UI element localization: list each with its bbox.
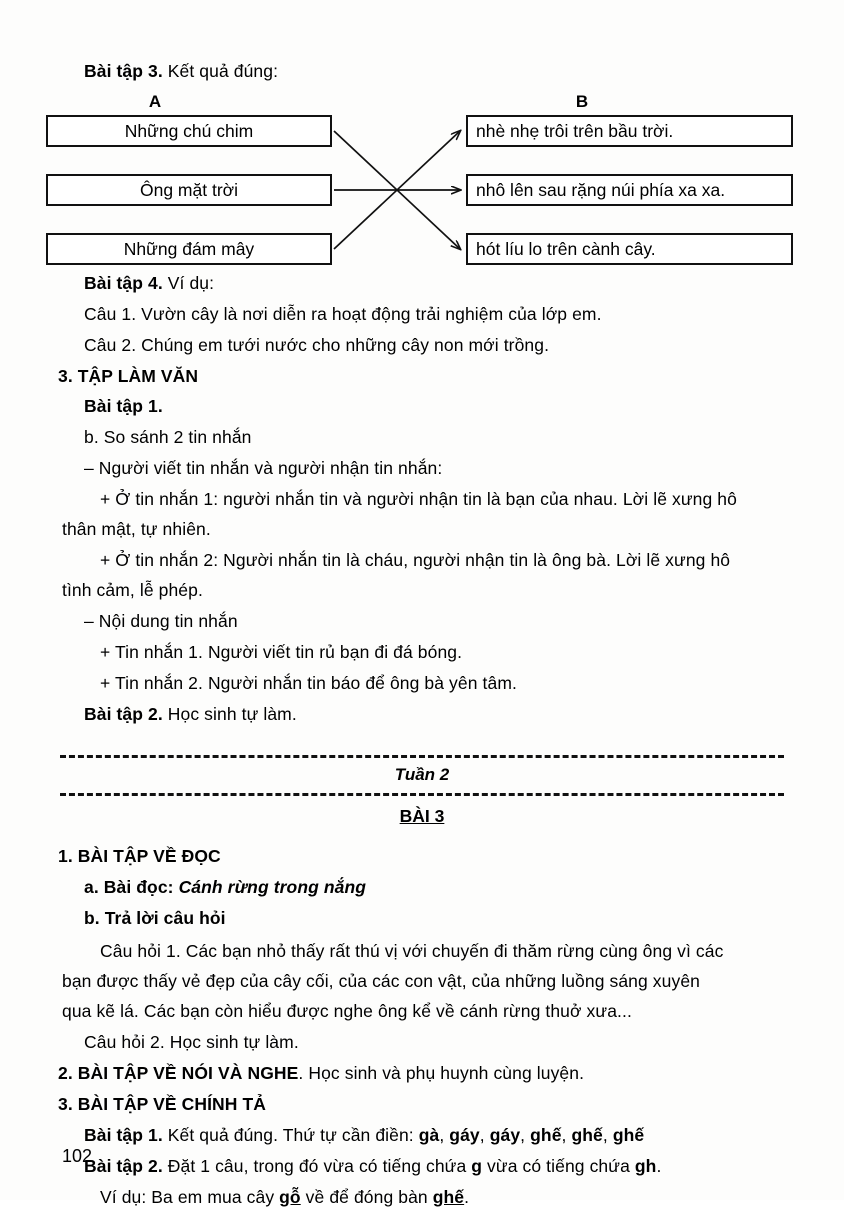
reading-title: Cánh rừng trong nắng <box>178 877 367 897</box>
chinhta-word-1: gà <box>418 1125 440 1145</box>
match-left-box-3[interactable] <box>46 233 332 265</box>
page-number: 102 <box>62 1146 93 1166</box>
tlv-item1-line2: thân mật, tự nhiên. <box>62 519 211 539</box>
exercise4-line-2: Câu 2. Chúng em tưới nước cho những cây non mới trồng. <box>84 335 550 355</box>
match-left-box-3-label: Những đám mây <box>123 238 255 259</box>
chinhta-task2-text-a: Đặt 1 câu, trong đó vừa có tiếng chứa <box>162 1156 472 1176</box>
chinhta-task2-letter-g: g <box>471 1156 483 1176</box>
match-right-box-3-label: hót líu lo trên cành cây. <box>476 238 656 259</box>
exercise4-heading-text: Ví dụ: <box>162 273 215 293</box>
tlv-sub-b: b. So sánh 2 tin nhắn <box>84 427 252 447</box>
match-left-box-1[interactable] <box>46 115 332 147</box>
match-right-box-1-label: nhè nhẹ trôi trên bầu trời. <box>476 120 674 141</box>
tlv-bullet-1: – Người viết tin nhắn và người nhận tin nhắn: <box>84 458 443 478</box>
week-divider-bottom-rule <box>60 793 784 796</box>
match-left-box-2-label: Ông mặt trời <box>139 179 239 200</box>
exercise4-line-1: Câu 1. Vườn cây là nơi diễn ra hoạt động trải nghiệm của lớp em. <box>84 304 602 324</box>
match-left-box-1-label: Những chú chim <box>124 120 254 141</box>
tlv-item2-line2: tình cảm, lễ phép. <box>62 580 203 600</box>
match-right-box-2-label: nhô lên sau rặng núi phía xa xa. <box>476 179 726 200</box>
exercise4-heading-label: Bài tập 4. <box>84 273 163 293</box>
tlv-item2-line1: + Ở tin nhắn 2: Người nhắn tin là cháu, người nhận tin là ông bà. Lời lẽ xưng hô <box>100 550 731 570</box>
tlv-task2-text: Học sinh tự làm. <box>162 704 297 724</box>
lesson-title <box>0 806 844 827</box>
lesson-title-label: BÀI 3 <box>399 806 445 826</box>
chinhta-task2-line <box>84 1153 661 1179</box>
question2-line: Câu hỏi 2. Học sinh tự làm. <box>84 1032 299 1052</box>
tlv-bullet-2: – Nội dung tin nhắn <box>84 611 238 631</box>
match-arrow-1 <box>334 131 460 249</box>
chinhta-word-5: ghế <box>571 1125 603 1145</box>
section3-heading: 3. BÀI TẬP VỀ CHÍNH TẢ <box>58 1094 267 1114</box>
tlv-task2-label: Bài tập 2. <box>84 704 163 724</box>
tap-lam-van-heading: 3. TẬP LÀM VĂN <box>58 366 199 386</box>
chinhta-example-period: . <box>464 1187 470 1207</box>
chinhta-task2-label: Bài tập 2. <box>84 1156 163 1176</box>
chinhta-task1-label: Bài tập 1. <box>84 1125 163 1145</box>
chinhta-task2-text-b: vừa có tiếng chứa <box>482 1156 635 1176</box>
chinhta-task1-text: Kết quả đúng. Thứ tự cần điền: <box>162 1125 419 1145</box>
reading-label: a. Bài đọc: <box>84 877 174 897</box>
question1-line2: bạn được thấy vẻ đẹp của cây cối, của các con vật, của những luồng sáng xuyên <box>62 971 700 991</box>
exercise3-heading-label: Bài tập 3. <box>84 61 163 81</box>
week-title-label: Tuần 2 <box>394 765 450 784</box>
chinhta-example-word-go: gỗ <box>279 1187 301 1207</box>
section2-heading-rest: . Học sinh và phụ huynh cùng luyện. <box>298 1063 585 1083</box>
match-right-box-3[interactable] <box>466 233 793 265</box>
column-a-label: A <box>148 92 162 111</box>
match-left-box-2[interactable] <box>46 174 332 206</box>
chinhta-example-line <box>100 1184 469 1210</box>
exercise3-heading <box>84 58 278 84</box>
chinhta-word-2: gáy <box>449 1125 480 1145</box>
exercise3-heading-text: Kết quả đúng: <box>162 61 279 81</box>
week-title <box>0 765 844 785</box>
tlv-item1-line1: + Ở tin nhắn 1: người nhắn tin và người nhận tin là bạn của nhau. Lời lẽ xưng hô <box>100 489 737 509</box>
answer-label: b. Trả lời câu hỏi <box>84 908 226 928</box>
chinhta-example-text-b: về để đóng bàn <box>300 1187 433 1207</box>
tlv-task2 <box>84 701 297 727</box>
tlv-task1-label: Bài tập 1. <box>84 396 163 416</box>
reading-line <box>84 874 366 900</box>
section2-heading: 2. BÀI TẬP VỀ NÓI VÀ NGHE <box>58 1063 299 1083</box>
exercise4-heading <box>84 270 214 296</box>
chinhta-task1-line: Bài tập 1. Kết quả đúng. Thứ tự cần điền: gà, gáy, gáy, ghế, ghế, ghế <box>84 1125 645 1145</box>
match-right-box-1[interactable] <box>466 115 793 147</box>
week-divider-top-rule <box>60 755 784 758</box>
chinhta-word-6: ghế <box>612 1125 645 1145</box>
tlv-item-3: + Tin nhắn 1. Người viết tin rủ bạn đi đá bóng. <box>100 642 463 662</box>
section1-heading: 1. BÀI TẬP VỀ ĐỌC <box>58 846 221 866</box>
question1-line1: Câu hỏi 1. Các bạn nhỏ thấy rất thú vị với chuyến đi thăm rừng cùng ông vì các <box>100 941 724 961</box>
chinhta-example-word-ghe: ghế <box>432 1187 465 1207</box>
match-arrow-3 <box>334 131 460 249</box>
question1-line3: qua kẽ lá. Các bạn còn hiểu được nghe ông kể về cánh rừng thuở xưa... <box>62 1001 632 1021</box>
chinhta-task2-letter-gh: gh <box>634 1156 657 1176</box>
match-right-box-2[interactable] <box>466 174 793 206</box>
chinhta-task2-period: . <box>656 1156 662 1176</box>
column-b-label: B <box>575 92 589 111</box>
section2-heading-line <box>58 1060 584 1086</box>
tlv-item-4: + Tin nhắn 2. Người nhắn tin báo để ông bà yên tâm. <box>100 673 517 693</box>
chinhta-word-3: gáy <box>489 1125 521 1145</box>
matching-exercise <box>0 86 844 266</box>
chinhta-word-4: ghế <box>530 1125 562 1145</box>
chinhta-example-text-a: Ví dụ: Ba em mua cây <box>100 1187 280 1207</box>
